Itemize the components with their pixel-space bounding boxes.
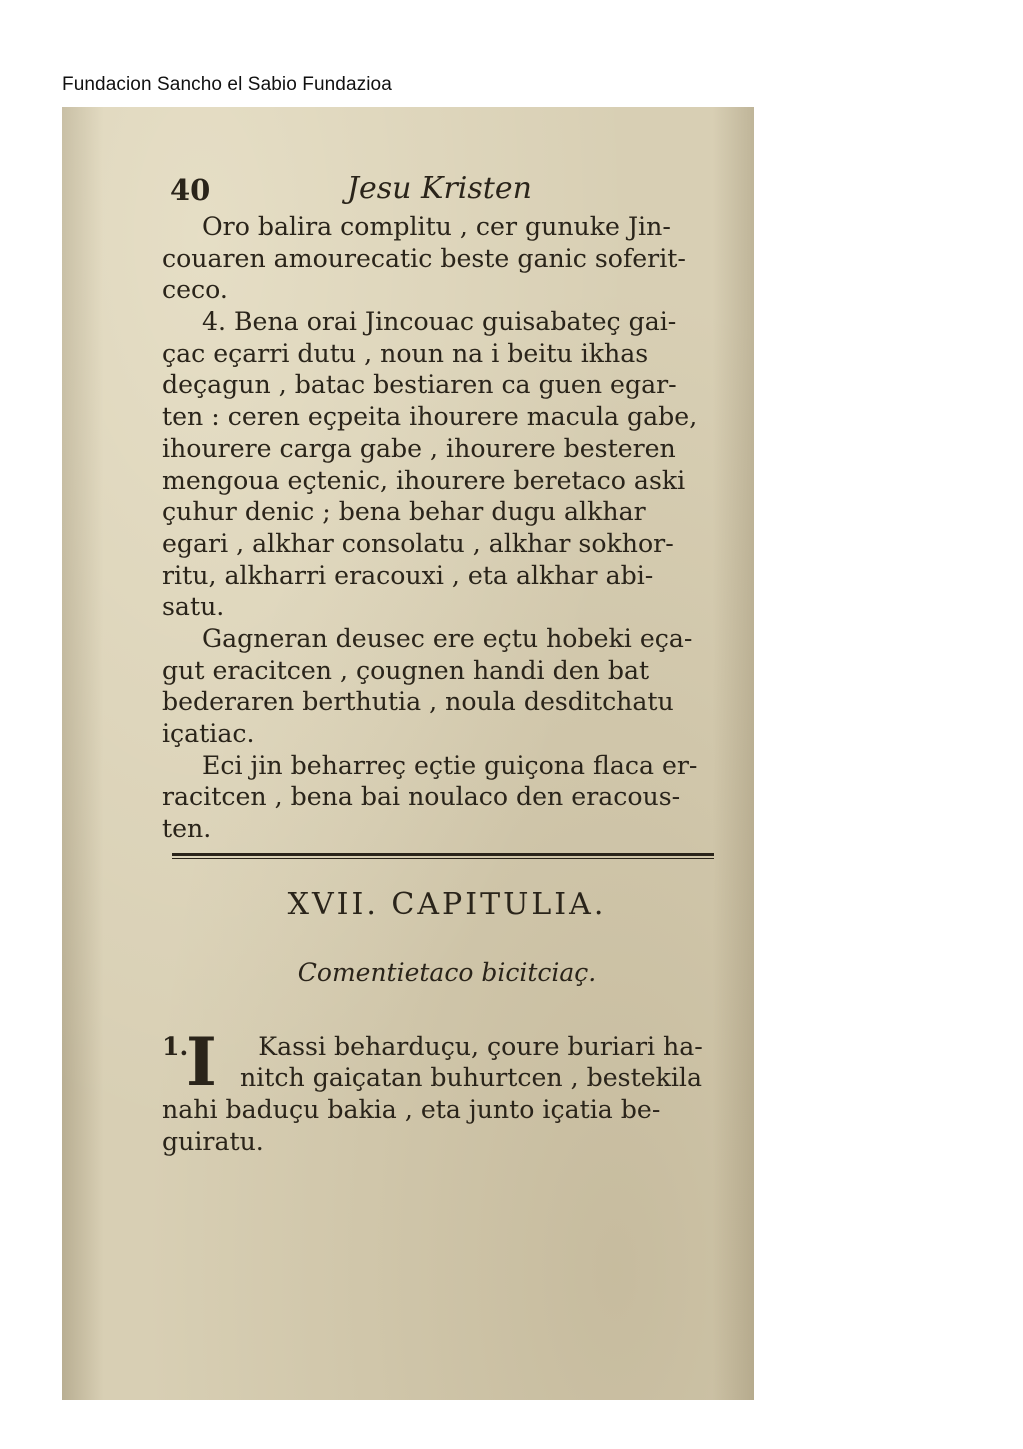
section-divider [172, 853, 714, 859]
text-line: ritu, alkharri eracouxi , eta alkhar abi- [162, 560, 654, 590]
text-line: mengoua eçtenic, ihourere beretaco aski [162, 465, 686, 495]
text-line: ihourere carga gabe , ihourere besteren [162, 433, 676, 463]
book-page [162, 171, 732, 1158]
paragraph-4 [162, 750, 732, 845]
text-line: gut eracitcen , çougnen handi den bat [162, 655, 650, 685]
text-line: bederaren berthutia , noula desditchatu [162, 687, 674, 717]
verse-number: 1. [162, 1030, 189, 1061]
text-line: çac eçarri dutu , noun na i beitu ikhas [162, 338, 649, 368]
text-line: nahi baduçu bakia , eta junto içatia be- [162, 1095, 661, 1125]
source-header: Fundacion Sancho el Sabio Fundazioa [62, 74, 392, 95]
chapter-title: XVII. CAPITULIA. [287, 886, 607, 922]
paragraph-2 [162, 306, 732, 623]
paragraph-1 [162, 211, 732, 306]
verse-first-line [162, 1031, 732, 1063]
text-line: guiratu. [162, 1126, 264, 1156]
text-line: satu. [162, 592, 225, 622]
page-number: 40 [170, 173, 211, 207]
text-line: ten : ceren eçpeita ihourere macula gabe, [162, 402, 698, 432]
text-line: Eci jin beharreç eçtie guiçona flaca er- [202, 750, 698, 780]
text-line: 4. Bena orai Jincouac guisabateç gai- [202, 307, 677, 337]
chapter-subtitle: Comentietaco bicitciaç. [297, 957, 597, 987]
drop-cap: I [186, 1022, 217, 1101]
text-line: Kassi beharduçu, çoure buriari ha- [258, 1031, 703, 1061]
text-line: ceco. [162, 275, 228, 305]
verse-1 [162, 1022, 732, 1158]
scanned-page [62, 107, 754, 1400]
text-line: Oro balira complitu , cer gunuke Jin- [202, 212, 671, 241]
text-line: Gagneran deusec ere eçtu hobeki eça- [202, 623, 693, 653]
text-line: racitcen , bena bai noulaco den eracous- [162, 782, 681, 812]
paragraph-3 [162, 623, 732, 750]
text-line: couaren amourecatic beste ganic soferit- [162, 243, 686, 273]
running-title: Jesu Kristen [347, 171, 532, 206]
text-line: çuhur denic ; bena behar dugu alkhar [162, 497, 646, 527]
text-line: egari , alkhar consolatu , alkhar sokhor- [162, 528, 674, 558]
text-line: ten. [162, 814, 212, 844]
text-line: deçagun , batac bestiaren ca guen egar- [162, 370, 677, 400]
text-line: nitch gaiçatan buhurtcen , bestekila [240, 1063, 702, 1093]
running-head [162, 171, 732, 211]
text-line: içatiac. [162, 719, 255, 748]
